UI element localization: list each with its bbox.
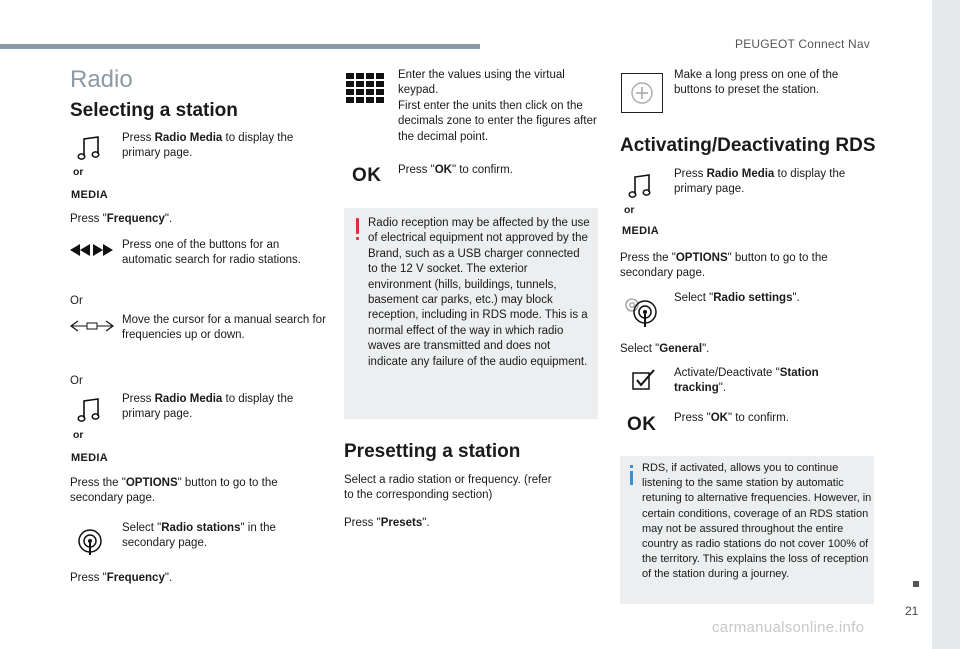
options-text-2: Press the "OPTIONS" button to go to the secondary page. — [620, 252, 828, 280]
checkbox-checked-icon — [632, 369, 656, 391]
music-note-icon — [77, 398, 101, 424]
options-text: Press the "OPTIONS" button to go to the secondary page. — [70, 477, 278, 505]
select-general-text: Select "General". — [620, 343, 710, 355]
radio-antenna-icon — [76, 528, 104, 556]
info-text: RDS, if activated, allows you to continue listening to the same station by automatic retuning to alternative frequencies. However, in certain conditions, coverage of an RDS station may not be assured throughout the entire country as radio stations do not cover 100% of the territory. This explains the loss of reception of the station during a journey. — [642, 462, 872, 581]
music-note-icon — [77, 136, 101, 162]
press-frequency-text: Press "Frequency". — [70, 213, 173, 225]
or-text: Or — [70, 295, 83, 307]
confirm-ok-text-2: Press "OK" to confirm. — [674, 412, 789, 424]
radio-stations-text: Select "Radio stations" in the secondary page. — [122, 522, 276, 550]
slider-cursor-icon — [69, 320, 115, 332]
music-note-icon — [628, 174, 652, 200]
page-number: 21 — [905, 604, 919, 618]
section-heading-rds: Activating/Deactivating RDS — [620, 135, 876, 156]
end-marker — [913, 581, 919, 587]
auto-search-text: Press one of the buttons for an automatic search for radio stations. — [122, 239, 301, 267]
or-text-2: Or — [70, 375, 83, 387]
ok-icon: OK — [352, 165, 382, 186]
press-presets-text: Press "Presets". — [344, 517, 430, 529]
or-label: or — [73, 429, 84, 441]
keypad-icon — [346, 73, 384, 104]
seek-buttons-icon — [69, 243, 113, 257]
keypad-text-2: First enter the units then click on the decimals zone to enter the figures after the decimal point. — [398, 100, 597, 143]
brand-label: PEUGEOT Connect Nav — [735, 37, 870, 51]
radio-settings-text: Select "Radio settings". — [674, 292, 800, 304]
confirm-ok-text: Press "OK" to confirm. — [398, 164, 513, 176]
preset-add-button-icon — [621, 73, 663, 113]
info-icon — [630, 465, 633, 468]
or-label: or — [624, 204, 635, 216]
info-box — [620, 456, 874, 604]
manual-search-text: Move the cursor for a manual search for frequencies up or down. — [122, 314, 326, 342]
ok-icon: OK — [627, 414, 657, 435]
section-heading-selecting: Selecting a station — [70, 100, 238, 121]
header-rule — [0, 44, 480, 49]
side-strip — [932, 0, 960, 649]
step-radio-media-3: Press Radio Media to display the primary page. — [674, 168, 846, 196]
media-label: MEDIA — [71, 452, 108, 464]
select-station-text: Select a radio station or frequency. (refer to the corresponding section) — [344, 474, 552, 502]
keypad-text-1: Enter the values using the virtual keypad. — [398, 69, 565, 97]
step-radio-media: Press Radio Media to display the primary page. — [122, 132, 294, 160]
press-frequency-text-2: Press "Frequency". — [70, 572, 173, 584]
or-label: or — [73, 166, 84, 178]
page-title: Radio — [70, 66, 133, 93]
watermark: carmanualsonline.info — [712, 619, 865, 636]
media-label: MEDIA — [71, 189, 108, 201]
radio-settings-icon — [623, 296, 659, 328]
long-press-text: Make a long press on one of the buttons to preset the station. — [674, 69, 839, 97]
station-tracking-text: Activate/Deactivate "Station tracking". — [674, 367, 819, 395]
step-radio-media-2: Press Radio Media to display the primary page. — [122, 393, 294, 421]
section-heading-presetting: Presetting a station — [344, 441, 521, 462]
warning-box — [344, 208, 598, 419]
media-label: MEDIA — [622, 225, 659, 237]
warning-text: Radio reception may be affected by the use of electrical equipment not approved by the Brand, such as a USB charger connected to the 12 V socket. The exterior environment (hills, buildings, tunnels, basement car parks, etc.) may block reception, including in RDS mode. This is a normal effect of the way in which radio waves are transmitted and does not indicate any failure of the audio equipment. — [368, 217, 590, 368]
warning-icon — [356, 218, 359, 234]
